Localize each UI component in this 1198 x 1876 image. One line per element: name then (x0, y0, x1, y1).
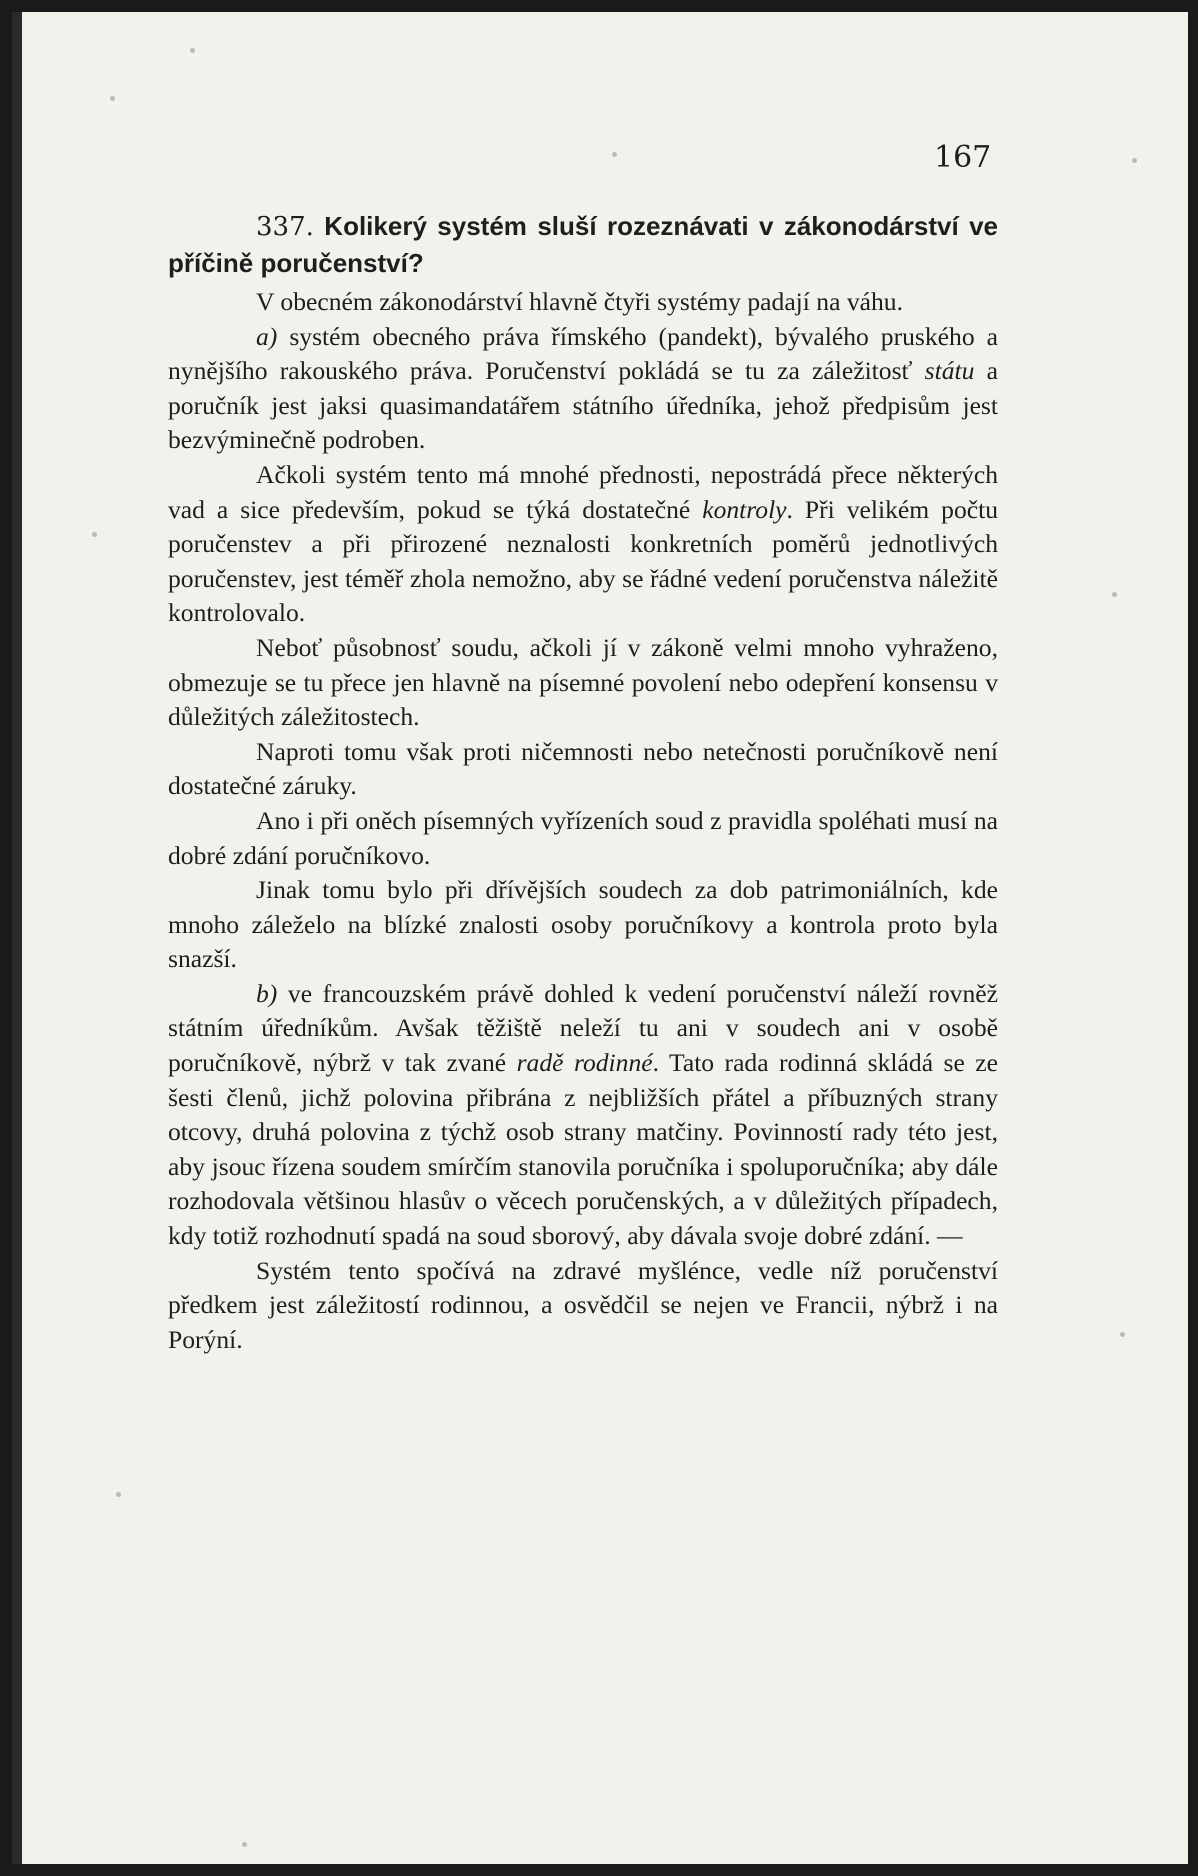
paper-speck (1132, 158, 1137, 163)
page-number: 167 (934, 140, 992, 175)
paper-speck (116, 1492, 121, 1497)
paragraph: Neboť působnosť soudu, ačkoli jí v zákoně velmi mnoho vyhraženo, obmezuje se tu přece jen hlavně na písemné povolení nebo odepření konsensu v důležitých záležitostech. (168, 632, 998, 732)
paragraph: Jinak tomu bylo při dřívějších soudech za dob patrimoniálních, kde mnoho záleželo na blízké znalosti osoby poručníkovy a kontrola proto byla snazší. (168, 875, 998, 974)
paragraph (168, 458, 998, 631)
paper-speck (1112, 592, 1117, 597)
paragraph: V obecném zákonodárství hlavně čtyři systémy padají na váhu. (256, 287, 904, 316)
paper-speck (242, 1842, 247, 1847)
paragraph-text: . Při velikém počtu poručenstev a při přirozené neznalosti konkretních poměrů jednotlivých poručenstev, jest téměř zhola nemožno, aby se řádné vedení poručenstva náležitě kontrolovalo. (168, 494, 999, 628)
question-heading (168, 208, 998, 281)
paragraph: Systém tento spočívá na zdravé myšlénce, vedle níž poručenství předkem jest záležitostí rodinnou, a osvědčil se nejen ve Francii, nýbrž i na Porýní. (168, 1255, 998, 1354)
page-body (168, 208, 998, 1357)
book-page (12, 12, 1188, 1864)
paragraph (168, 320, 998, 458)
emphasis: státu (924, 356, 975, 386)
paper-speck (612, 152, 617, 157)
list-marker: a) (256, 321, 278, 351)
emphasis: radě rodinné (516, 1048, 653, 1078)
paragraph: Naproti tomu však proti ničemnosti nebo netečnosti poručníkově není dostatečné záruky. (168, 736, 998, 801)
paragraph (168, 977, 998, 1254)
paper-speck (190, 48, 195, 53)
question-text: Kolikerý systém sluší rozeznávati v zákonodárství ve příčině poručenství? (168, 211, 998, 278)
paragraph-text: systém obecného práva římského (pandekt), bývalého pruského a nynějšího rakouského práva. Poručenství pokládá se tu za záležitosť (168, 321, 998, 386)
paragraph-text: a poručník jest jaksi quasimandatářem státního úředníka, jehož předpisům jest bezvýminečně podroben. (168, 356, 998, 455)
paper-speck (1120, 1332, 1125, 1337)
list-marker: b) (256, 978, 278, 1008)
paragraph-text: . Tato rada rodinná skládá se ze šesti členů, jichž polovina přibrána z nejbližších přátel a příbuzných strany otcovy, druhá polovina z týchž osob strany matčiny. Povinností rady této jest, aby jsouc řízena soudem smírčím stanovila poručníka i spoluporučníka; aby dále rozhodovala většinou hlasův o věcech poručenských, a v důležitých případech, kdy totiž rozhodnutí spadá na soud sborový, aby dávala svoje dobré zdání. — (168, 1048, 998, 1251)
paragraph: Ano i při oněch písemných vyřízeních soud z pravidla spoléhati musí na dobré zdání poručníkovo. (168, 805, 998, 870)
paragraph-text: ve francouzském právě dohled k vedení poručenství náleží rovněž státním úředníkům. Avšak těžiště neleží tu ani v soudech ani v osobě poručníkově, nýbrž v tak zvané (168, 978, 998, 1078)
emphasis: kontroly (702, 494, 787, 524)
paragraph-text: Ačkoli systém tento má mnohé přednosti, nepostrádá přece některých vad a sice především, pokud se týká dostatečné (168, 459, 998, 524)
paper-speck (92, 532, 97, 537)
question-number: 337. (256, 212, 314, 242)
paper-speck (110, 96, 115, 101)
page-left-edge (12, 12, 22, 1864)
